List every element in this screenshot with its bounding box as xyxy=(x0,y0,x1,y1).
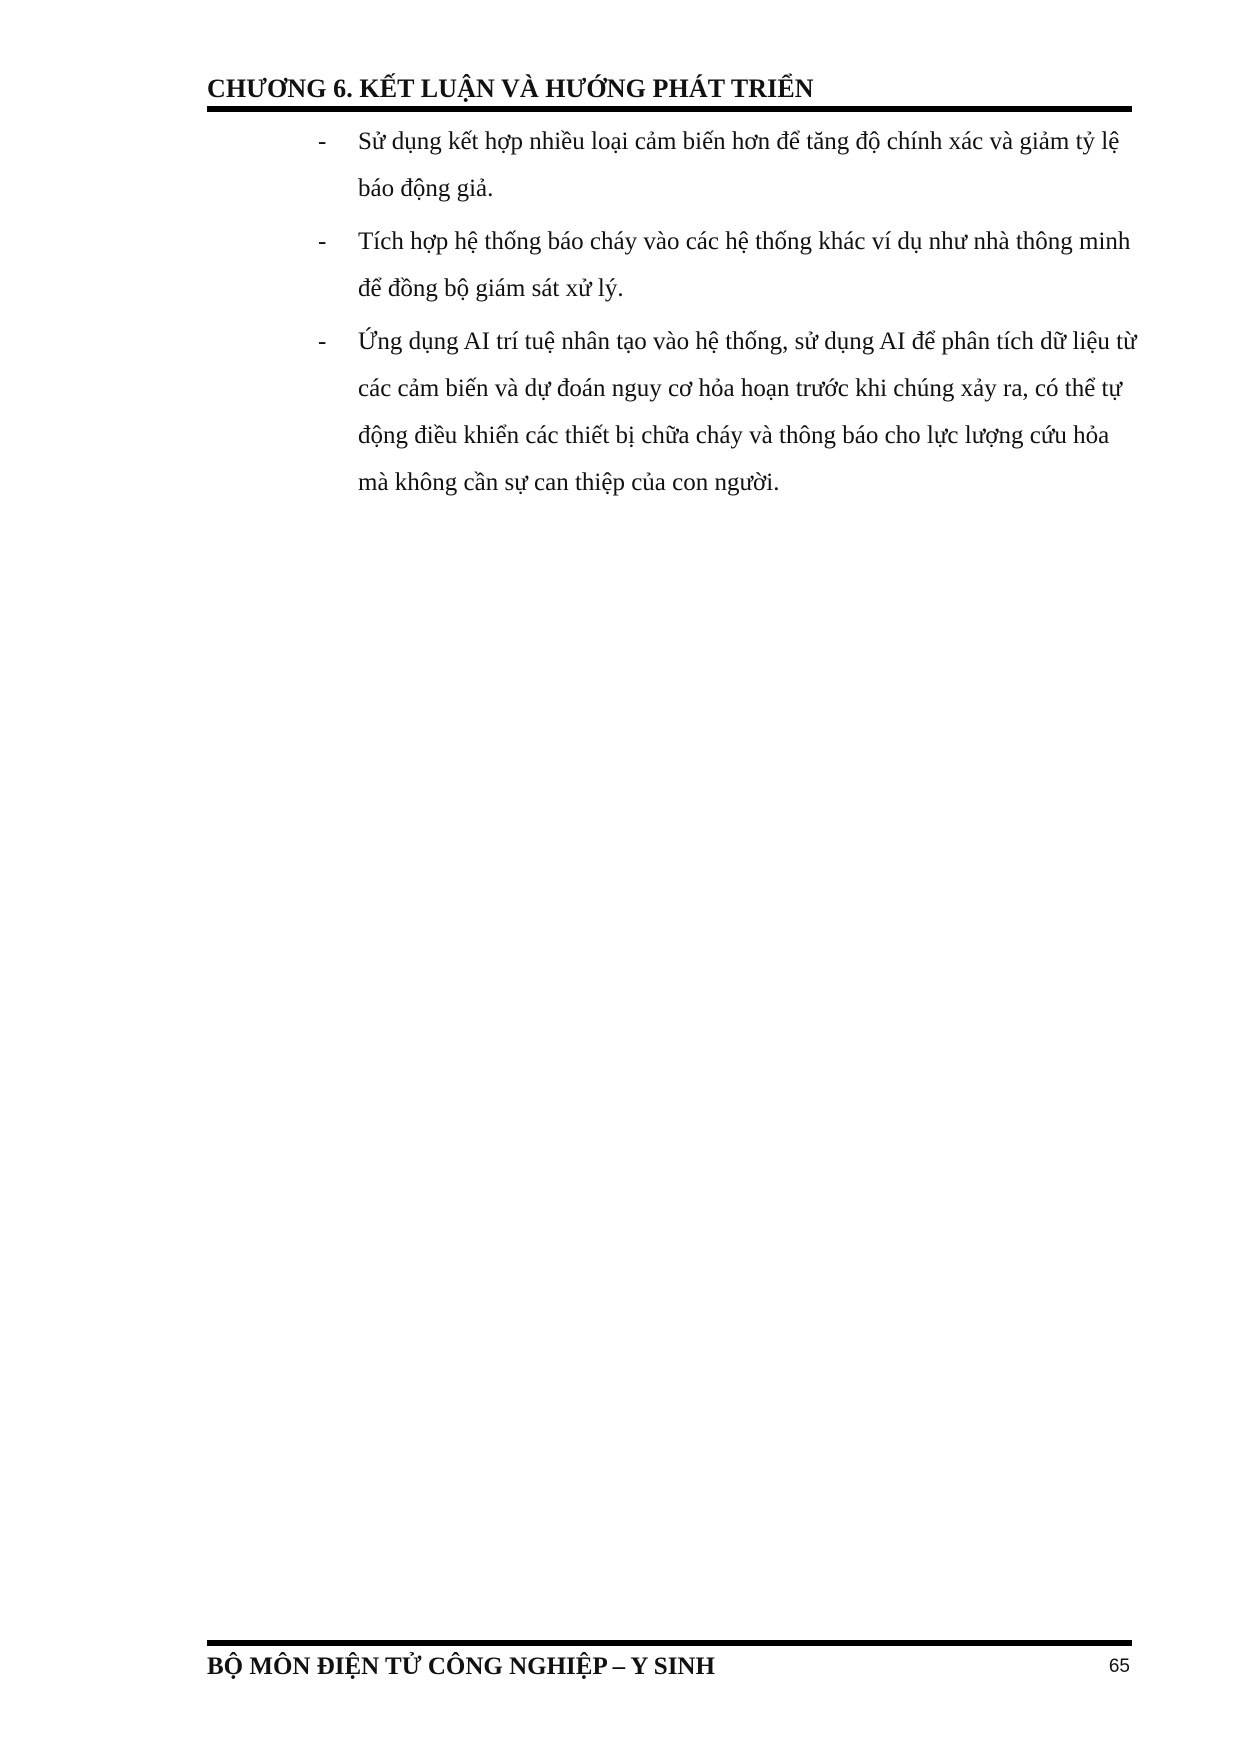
list-item xyxy=(318,318,1138,506)
bullet-marker: - xyxy=(318,228,327,255)
footer-divider xyxy=(207,1640,1132,1646)
chapter-title: CHƯƠNG 6. KẾT LUẬN VÀ HƯỚNG PHÁT TRIỂN xyxy=(207,74,814,103)
header-divider xyxy=(207,106,1132,112)
list-item-text: Ứng dụng AI trí tuệ nhân tạo vào hệ thống, sử dụng AI để phân tích dữ liệu từ các cảm biến và dự đoán nguy cơ hỏa hoạn trước khi chúng xảy ra, có thể tự động điều khiển các thiết bị chữa cháy và thông báo cho lực lượng cứu hỏa mà không cần sự can thiệp của con người. xyxy=(358,328,1137,496)
list-item-text: Tích hợp hệ thống báo cháy vào các hệ thống khác ví dụ như nhà thông minh để đồng bộ giám sát xử lý. xyxy=(358,228,1131,302)
list-item xyxy=(318,218,1138,312)
bullet-marker: - xyxy=(318,328,327,355)
page-number: 65 xyxy=(1108,1656,1130,1677)
department-name: BỘ MÔN ĐIỆN TỬ CÔNG NGHIỆP – Y SINH xyxy=(207,1653,715,1680)
main-content xyxy=(318,118,1138,512)
list-item xyxy=(318,118,1138,212)
list-item-text: Sử dụng kết hợp nhiều loại cảm biến hơn để tăng độ chính xác và giảm tỷ lệ báo động giả. xyxy=(358,128,1120,202)
page-header xyxy=(207,74,1132,104)
bullet-marker: - xyxy=(318,128,327,155)
